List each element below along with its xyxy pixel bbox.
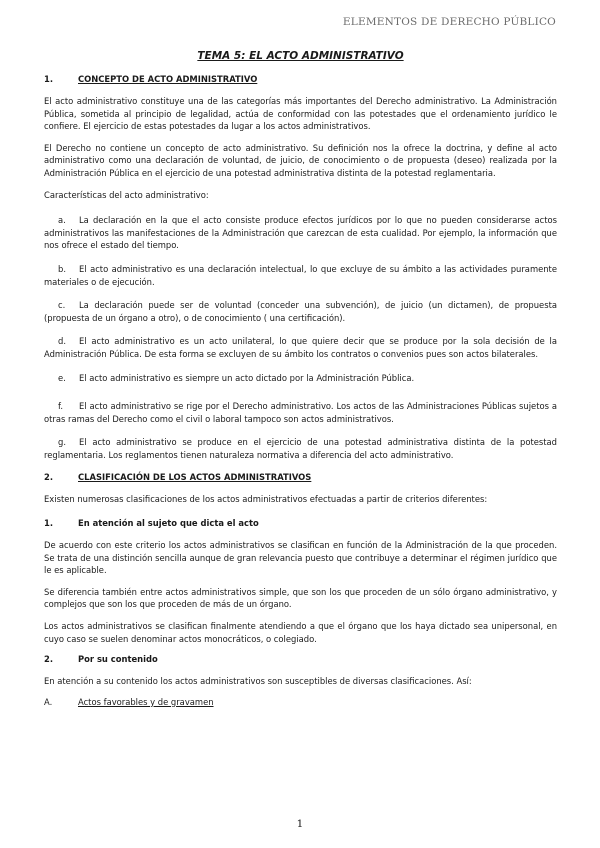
subsection-a-letter: A. xyxy=(44,696,53,707)
list-item xyxy=(44,400,557,425)
characteristics-intro: Características del acto administrativo: xyxy=(44,189,209,200)
subsection-2-number: 2. xyxy=(44,654,54,665)
subsection-1-heading xyxy=(44,518,557,528)
page-number: 1 xyxy=(296,818,304,830)
list-item xyxy=(44,299,557,324)
subsection-a-heading xyxy=(44,697,557,707)
section-1-heading xyxy=(44,74,557,84)
list-item-text: La declaración puede ser de voluntad (conceder una subvención), de juicio (un dictamen), de propuesta (propuesta de un órgano a otro), o de conocimiento ( una certificación). xyxy=(44,300,557,323)
running-header: ELEMENTOS DE DERECHO PÚBLICO xyxy=(342,16,556,28)
section-1-paragraph-1: El acto administrativo constituye una de las categorías más importantes del Derecho administrativo. La Administración Pública, sometida al principio de legalidad, actúa de conformidad con las potestades que el ordenamiento jurídico le confiere. El ejercicio de estas potestades da lugar a los actos administrativos. xyxy=(44,96,557,132)
section-2-intro: Existen numerosas clasificaciones de los actos administrativos efectuadas a partir de criterios diferentes: xyxy=(44,494,488,505)
list-item-text: El acto administrativo es siempre un acto dictado por la Administración Pública. xyxy=(79,372,415,383)
section-1-paragraph-2: El Derecho no contiene un concepto de acto administrativo. Su definición nos la ofrece la doctrina, y define al acto administrativo como una declaración de voluntad, de juicio, de conocimiento o de propuesta (deseo) realizada por la Administración Pública en el ejercicio de una potestad administrativa distinta de la potestad reglamentaria. xyxy=(44,142,557,178)
list-item xyxy=(44,372,557,385)
list-item-letter: g. xyxy=(58,437,66,448)
section-2-title: CLASIFICACIÓN DE LOS ACTOS ADMINISTRATIVOS xyxy=(78,472,312,483)
subsection-1-number: 1. xyxy=(44,518,54,529)
section-1-number: 1. xyxy=(44,74,54,84)
subsection-1-paragraph-3: Los actos administrativos se clasifican finalmente atendiendo a que el órgano que los haya dictado sea unipersonal, en cuyo caso se suelen denominar actos monocráticos, o colegiado. xyxy=(44,621,557,644)
subsection-a-title: Actos favorables y de gravamen xyxy=(78,696,214,707)
list-item-letter: b. xyxy=(58,263,66,274)
subsection-2-paragraph-1: En atención a su contenido los actos administrativos son susceptibles de diversas clasificaciones. Así: xyxy=(44,676,472,687)
list-item xyxy=(44,214,557,252)
document-body xyxy=(44,50,557,718)
subsection-2-title: Por su contenido xyxy=(78,654,158,665)
list-item-text: La declaración en la que el acto consiste produce efectos jurídicos por lo que no pueden considerarse actos administrativos las manifestaciones de la Administración que carezcan de esta cualidad. Por ejemplo, la información que nos ofrece el estado del tiempo. xyxy=(44,215,557,251)
list-item-text: El acto administrativo es una declaración intelectual, lo que excluye de su ámbito a las actividades puramente materiales o de ejecución. xyxy=(44,263,557,287)
section-1-title: CONCEPTO DE ACTO ADMINISTRATIVO xyxy=(78,74,258,84)
section-2-number: 2. xyxy=(44,472,54,483)
list-item-letter: a. xyxy=(58,215,66,226)
subsection-1-paragraph-1: De acuerdo con este criterio los actos administrativos se clasifican en función de la Administración de la que proceden. Se trata de una distinción sencilla aunque de gran relevancia puesto que contribuye a determinar el régimen jurídico que le es aplicable. xyxy=(44,540,557,576)
list-item-text: El acto administrativo es un acto unilateral, lo que quiere decir que se produce por la sola decisión de la Administración Pública. De esta forma se excluyen de su ámbito los contratos o convenios pues son actos bilaterales. xyxy=(44,336,557,359)
list-item-letter: f. xyxy=(58,401,64,412)
list-item xyxy=(44,436,557,461)
list-item-text: El acto administrativo se rige por el Derecho administrativo. Los actos de las Administraciones Públicas sujetos a otras ramas del Derecho como el civil o laboral tampoco son actos administrativos. xyxy=(44,401,557,424)
list-item xyxy=(44,335,557,360)
subsection-2-heading xyxy=(44,654,557,664)
list-item-letter: d. xyxy=(58,336,66,347)
subsection-1-paragraph-2: Se diferencia también entre actos administrativos simple, que son los que proceden de un sólo órgano administrativo, y complejos que son los que proceden de más de un órgano. xyxy=(44,586,557,610)
document-title: TEMA 5: EL ACTO ADMINISTRATIVO xyxy=(197,50,404,62)
list-item-text: El acto administrativo se produce en el ejercicio de una potestad administrativa distinta de la potestad reglamentaria. Los reglamentos tienen naturaleza normativa a diferencia del acto administrativo. xyxy=(44,437,557,460)
section-2-heading xyxy=(44,472,557,482)
subsection-1-title: En atención al sujeto que dicta el acto xyxy=(78,518,259,529)
list-item-letter: e. xyxy=(58,372,66,383)
list-item-letter: c. xyxy=(58,300,66,311)
list-item xyxy=(44,263,557,288)
